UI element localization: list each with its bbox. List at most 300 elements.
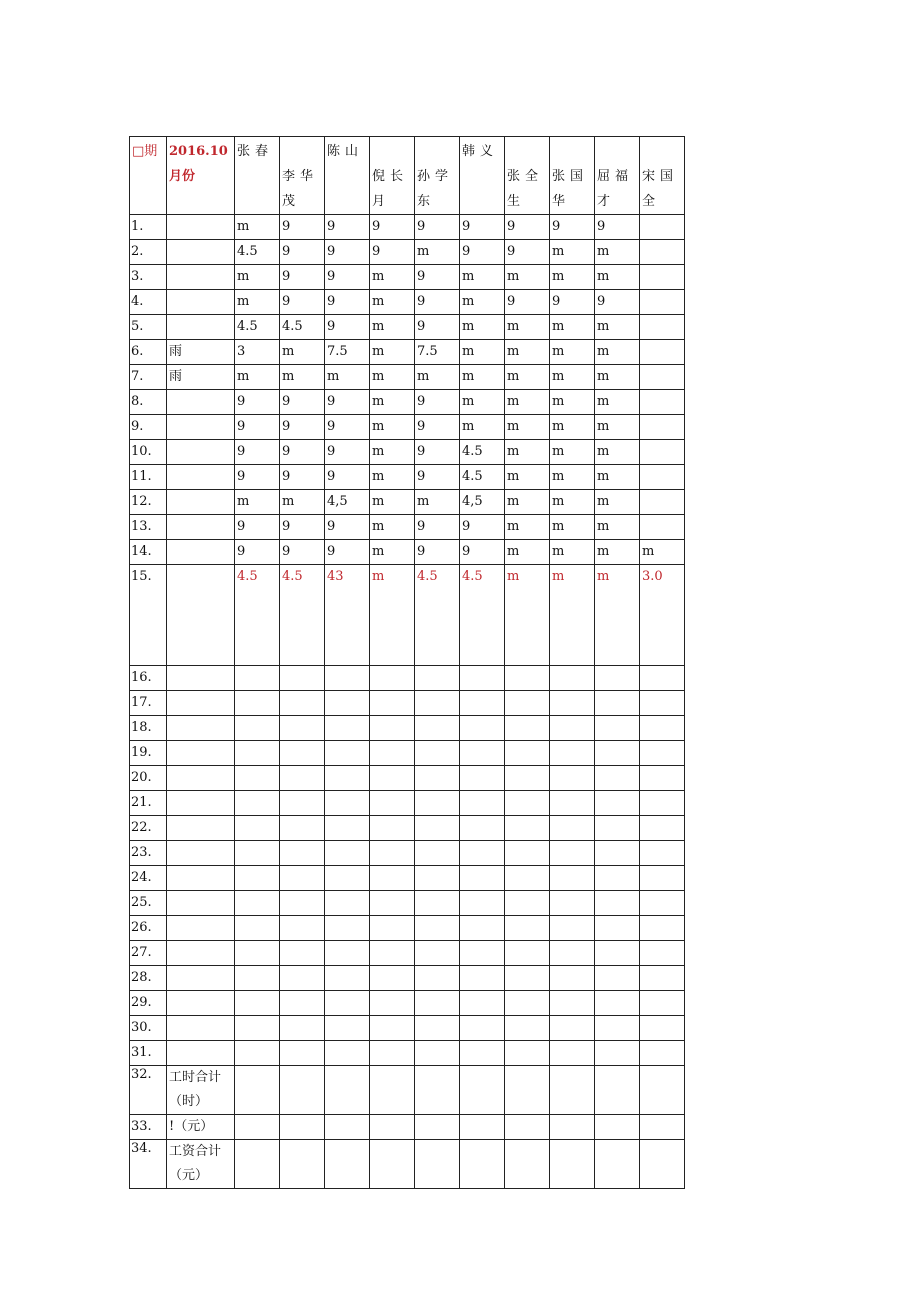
hours-cell: m [370, 290, 415, 315]
header-month-label: 2016.10月份 [167, 137, 235, 215]
hours-cell [505, 1115, 550, 1140]
hours-cell [235, 866, 280, 891]
hours-cell [280, 991, 325, 1016]
hours-cell [415, 716, 460, 741]
hours-cell [460, 1115, 505, 1140]
hours-cell [235, 1066, 280, 1115]
hours-cell [325, 791, 370, 816]
hours-cell [280, 966, 325, 991]
note-cell [167, 941, 235, 966]
table-row [130, 791, 685, 816]
hours-cell [595, 1016, 640, 1041]
hours-cell [505, 866, 550, 891]
table-row [130, 465, 685, 490]
hours-cell: 9 [325, 390, 370, 415]
hours-cell: 4.5 [235, 240, 280, 265]
note-cell [167, 891, 235, 916]
hours-cell: 9 [235, 515, 280, 540]
hours-cell [640, 515, 685, 540]
header-spacer [642, 139, 684, 164]
hours-cell [415, 1115, 460, 1140]
hours-cell: 7.5 [415, 340, 460, 365]
day-cell: 12. [130, 490, 167, 515]
hours-cell: 9 [415, 465, 460, 490]
hours-cell [640, 666, 685, 691]
hours-cell: m [505, 390, 550, 415]
day-cell: 8. [130, 390, 167, 415]
hours-cell: m [505, 565, 550, 666]
hours-cell [235, 666, 280, 691]
hours-cell [640, 766, 685, 791]
header-date-label: □期 [130, 137, 167, 215]
hours-cell [235, 1041, 280, 1066]
hours-cell [325, 1041, 370, 1066]
hours-cell [505, 1066, 550, 1115]
hours-cell [415, 816, 460, 841]
hours-cell: m [235, 215, 280, 240]
hours-cell [550, 766, 595, 791]
note-cell [167, 440, 235, 465]
hours-cell: 4,5 [460, 490, 505, 515]
hours-cell [415, 766, 460, 791]
table-row [130, 1016, 685, 1041]
hours-cell: m [640, 540, 685, 565]
hours-cell [415, 966, 460, 991]
hours-cell: m [370, 390, 415, 415]
hours-cell: 9 [460, 240, 505, 265]
hours-cell: 9 [325, 540, 370, 565]
table-row [130, 966, 685, 991]
hours-cell [325, 991, 370, 1016]
day-cell: 9. [130, 415, 167, 440]
hours-cell [505, 966, 550, 991]
hours-cell [460, 916, 505, 941]
hours-cell: 9 [415, 415, 460, 440]
hours-cell [640, 966, 685, 991]
day-cell: 25. [130, 891, 167, 916]
day-cell: 17. [130, 691, 167, 716]
note-cell [167, 816, 235, 841]
table-row [130, 741, 685, 766]
note-cell [167, 1041, 235, 1066]
hours-cell [325, 1066, 370, 1115]
hours-cell: 9 [415, 540, 460, 565]
hours-cell [505, 891, 550, 916]
hours-cell [370, 666, 415, 691]
header-worker-name [460, 137, 505, 215]
hours-cell [640, 265, 685, 290]
hours-cell: 9 [595, 215, 640, 240]
hours-cell [235, 891, 280, 916]
hours-cell [595, 1140, 640, 1189]
hours-cell [280, 766, 325, 791]
hours-cell [595, 916, 640, 941]
hours-cell [505, 766, 550, 791]
table-row [130, 315, 685, 340]
hours-cell [505, 691, 550, 716]
hours-cell [325, 766, 370, 791]
day-cell: 32. [130, 1066, 167, 1115]
hours-cell [235, 741, 280, 766]
hours-cell [640, 1041, 685, 1066]
hours-cell: 9 [550, 215, 595, 240]
hours-cell [595, 1115, 640, 1140]
hours-cell: 9 [280, 215, 325, 240]
hours-cell [595, 866, 640, 891]
hours-cell: m [370, 565, 415, 666]
hours-cell: 9 [550, 290, 595, 315]
hours-cell: m [550, 365, 595, 390]
hours-cell [325, 1115, 370, 1140]
hours-cell [460, 766, 505, 791]
table-row [130, 716, 685, 741]
hours-cell [640, 490, 685, 515]
hours-cell: 9 [235, 390, 280, 415]
hours-cell [235, 1016, 280, 1041]
hours-cell [235, 691, 280, 716]
hours-cell: 9 [505, 290, 550, 315]
hours-cell [235, 941, 280, 966]
hours-cell: m [550, 340, 595, 365]
day-cell: 10. [130, 440, 167, 465]
hours-cell [370, 1115, 415, 1140]
hours-cell: m [550, 315, 595, 340]
day-cell: 13. [130, 515, 167, 540]
hours-cell: m [505, 515, 550, 540]
hours-cell [325, 666, 370, 691]
hours-cell [640, 215, 685, 240]
table-row [130, 290, 685, 315]
note-cell [167, 741, 235, 766]
hours-cell [280, 891, 325, 916]
day-cell: 4. [130, 290, 167, 315]
hours-cell: m [550, 240, 595, 265]
hours-cell [235, 916, 280, 941]
hours-cell: m [550, 565, 595, 666]
hours-cell: m [235, 290, 280, 315]
table-row [130, 490, 685, 515]
hours-cell: m [235, 490, 280, 515]
hours-cell [325, 941, 370, 966]
hours-cell [325, 891, 370, 916]
hours-cell [550, 1066, 595, 1115]
hours-cell [640, 290, 685, 315]
hours-cell [550, 1041, 595, 1066]
hours-cell [640, 390, 685, 415]
hours-cell [595, 966, 640, 991]
hours-cell [505, 916, 550, 941]
hours-cell: m [595, 440, 640, 465]
hours-cell: m [235, 365, 280, 390]
hours-cell [460, 791, 505, 816]
table-row [130, 691, 685, 716]
hours-cell: 4.5 [235, 315, 280, 340]
hours-cell: m [595, 390, 640, 415]
day-cell: 6. [130, 340, 167, 365]
hours-cell [370, 691, 415, 716]
attendance-table [129, 136, 685, 1189]
note-cell: 工时合计（时） [167, 1066, 235, 1115]
header-spacer [552, 139, 594, 164]
header-worker-name [640, 137, 685, 215]
hours-cell [415, 841, 460, 866]
hours-cell: 9 [415, 390, 460, 415]
hours-cell [505, 941, 550, 966]
hours-cell: m [370, 365, 415, 390]
day-cell: 20. [130, 766, 167, 791]
note-cell [167, 465, 235, 490]
hours-cell [415, 741, 460, 766]
note-cell [167, 766, 235, 791]
hours-cell: 9 [235, 540, 280, 565]
worker-name: 陈山 [327, 144, 364, 159]
hours-cell: 9 [505, 215, 550, 240]
table-row [130, 841, 685, 866]
hours-cell: 9 [595, 290, 640, 315]
hours-cell [280, 791, 325, 816]
note-cell [167, 991, 235, 1016]
day-cell: 26. [130, 916, 167, 941]
hours-cell [325, 716, 370, 741]
hours-cell: m [550, 540, 595, 565]
hours-cell [640, 716, 685, 741]
hours-cell [505, 841, 550, 866]
hours-cell: m [370, 340, 415, 365]
header-worker-name [595, 137, 640, 215]
hours-cell: 9 [370, 240, 415, 265]
hours-cell [460, 691, 505, 716]
hours-cell [640, 415, 685, 440]
table-row [130, 415, 685, 440]
table-row [130, 1115, 685, 1140]
hours-cell [640, 315, 685, 340]
hours-cell [415, 916, 460, 941]
hours-cell: 9 [460, 540, 505, 565]
hours-cell [415, 791, 460, 816]
hours-cell [595, 841, 640, 866]
note-cell [167, 841, 235, 866]
hours-cell [505, 791, 550, 816]
hours-cell [325, 1140, 370, 1189]
hours-cell: m [595, 565, 640, 666]
hours-cell [235, 766, 280, 791]
table-row [130, 265, 685, 290]
header-row [130, 137, 685, 215]
hours-cell: m [415, 365, 460, 390]
hours-cell: 9 [280, 465, 325, 490]
worker-name: 孙学东 [417, 169, 454, 209]
hours-cell [550, 691, 595, 716]
hours-cell: 4.5 [460, 440, 505, 465]
hours-cell: 4.5 [415, 565, 460, 666]
hours-cell: m [595, 340, 640, 365]
hours-cell [595, 941, 640, 966]
hours-cell [550, 1016, 595, 1041]
note-cell: 雨 [167, 365, 235, 390]
hours-cell [640, 440, 685, 465]
note-cell [167, 515, 235, 540]
hours-cell [640, 340, 685, 365]
hours-cell [325, 966, 370, 991]
hours-cell: m [595, 490, 640, 515]
hours-cell: 4.5 [280, 565, 325, 666]
hours-cell [460, 1041, 505, 1066]
hours-cell: m [280, 365, 325, 390]
hours-cell: m [235, 265, 280, 290]
hours-cell: m [280, 340, 325, 365]
hours-cell: 9 [415, 515, 460, 540]
hours-cell [595, 691, 640, 716]
hours-cell: m [595, 465, 640, 490]
hours-cell: m [505, 415, 550, 440]
hours-cell: 9 [415, 290, 460, 315]
hours-cell: 9 [415, 215, 460, 240]
hours-cell [370, 816, 415, 841]
hours-cell [415, 866, 460, 891]
hours-cell: m [595, 515, 640, 540]
hours-cell [640, 1115, 685, 1140]
hours-cell: 9 [280, 515, 325, 540]
table-row [130, 666, 685, 691]
hours-cell [550, 941, 595, 966]
hours-cell: m [370, 540, 415, 565]
hours-cell [280, 1140, 325, 1189]
hours-cell [460, 841, 505, 866]
hours-cell [370, 991, 415, 1016]
day-cell: 24. [130, 866, 167, 891]
header-spacer [597, 139, 639, 164]
day-cell: 29. [130, 991, 167, 1016]
hours-cell: m [595, 315, 640, 340]
hours-cell [640, 791, 685, 816]
header-spacer [507, 139, 549, 164]
table-row [130, 866, 685, 891]
hours-cell [505, 1016, 550, 1041]
hours-cell [370, 966, 415, 991]
hours-cell [460, 966, 505, 991]
hours-cell: m [505, 315, 550, 340]
note-cell [167, 540, 235, 565]
hours-cell: m [550, 415, 595, 440]
table-row [130, 916, 685, 941]
hours-cell: 9 [325, 415, 370, 440]
hours-cell [370, 1140, 415, 1189]
hours-cell [505, 816, 550, 841]
hours-cell [550, 966, 595, 991]
hours-cell: m [370, 440, 415, 465]
day-cell: 11. [130, 465, 167, 490]
hours-cell: m [370, 315, 415, 340]
hours-cell: m [550, 265, 595, 290]
hours-cell: 4,5 [325, 490, 370, 515]
header-worker-name [280, 137, 325, 215]
worker-name: 李华茂 [282, 169, 319, 209]
hours-cell [370, 766, 415, 791]
hours-cell: m [595, 365, 640, 390]
hours-cell [325, 916, 370, 941]
day-cell: 19. [130, 741, 167, 766]
hours-cell: m [505, 540, 550, 565]
hours-cell: m [505, 365, 550, 390]
hours-cell: 4.5 [235, 565, 280, 666]
note-cell [167, 315, 235, 340]
note-cell [167, 565, 235, 666]
note-cell [167, 240, 235, 265]
hours-cell [640, 841, 685, 866]
hours-cell [460, 866, 505, 891]
hours-cell [280, 916, 325, 941]
hours-cell [595, 766, 640, 791]
hours-cell [460, 741, 505, 766]
hours-cell [640, 991, 685, 1016]
day-cell: 34. [130, 1140, 167, 1189]
hours-cell: m [595, 540, 640, 565]
hours-cell [460, 891, 505, 916]
day-cell: 2. [130, 240, 167, 265]
hours-cell: 3 [235, 340, 280, 365]
hours-cell: m [460, 340, 505, 365]
hours-cell [415, 891, 460, 916]
hours-cell [550, 1140, 595, 1189]
header-spacer [282, 139, 324, 164]
header-worker-name [505, 137, 550, 215]
note-cell: !（元） [167, 1115, 235, 1140]
hours-cell [280, 1041, 325, 1066]
hours-cell: m [505, 465, 550, 490]
hours-cell [505, 1140, 550, 1189]
table-row [130, 515, 685, 540]
hours-cell [370, 716, 415, 741]
hours-cell: m [460, 365, 505, 390]
hours-cell: m [550, 390, 595, 415]
hours-cell: m [595, 415, 640, 440]
hours-cell [325, 866, 370, 891]
hours-cell [550, 791, 595, 816]
hours-cell [640, 866, 685, 891]
hours-cell: 9 [325, 315, 370, 340]
hours-cell: 9 [325, 240, 370, 265]
hours-cell: m [370, 490, 415, 515]
hours-cell [460, 1140, 505, 1189]
day-cell: 15. [130, 565, 167, 666]
hours-cell: m [370, 465, 415, 490]
hours-cell: m [460, 390, 505, 415]
hours-cell [235, 966, 280, 991]
hours-cell [235, 1115, 280, 1140]
note-cell: 雨 [167, 340, 235, 365]
hours-cell [550, 1115, 595, 1140]
worker-name: 张国华 [552, 169, 589, 209]
hours-cell [280, 1016, 325, 1041]
hours-cell: 9 [280, 415, 325, 440]
hours-cell: m [505, 265, 550, 290]
worker-name: 张春 [237, 144, 274, 159]
hours-cell [370, 1016, 415, 1041]
day-cell: 14. [130, 540, 167, 565]
hours-cell [370, 941, 415, 966]
note-cell [167, 490, 235, 515]
day-cell: 18. [130, 716, 167, 741]
hours-cell [505, 741, 550, 766]
table-row [130, 440, 685, 465]
note-cell [167, 866, 235, 891]
hours-cell: m [505, 490, 550, 515]
hours-cell: 4.5 [460, 565, 505, 666]
day-cell: 30. [130, 1016, 167, 1041]
hours-cell [550, 841, 595, 866]
hours-cell: 9 [460, 215, 505, 240]
day-cell: 1. [130, 215, 167, 240]
